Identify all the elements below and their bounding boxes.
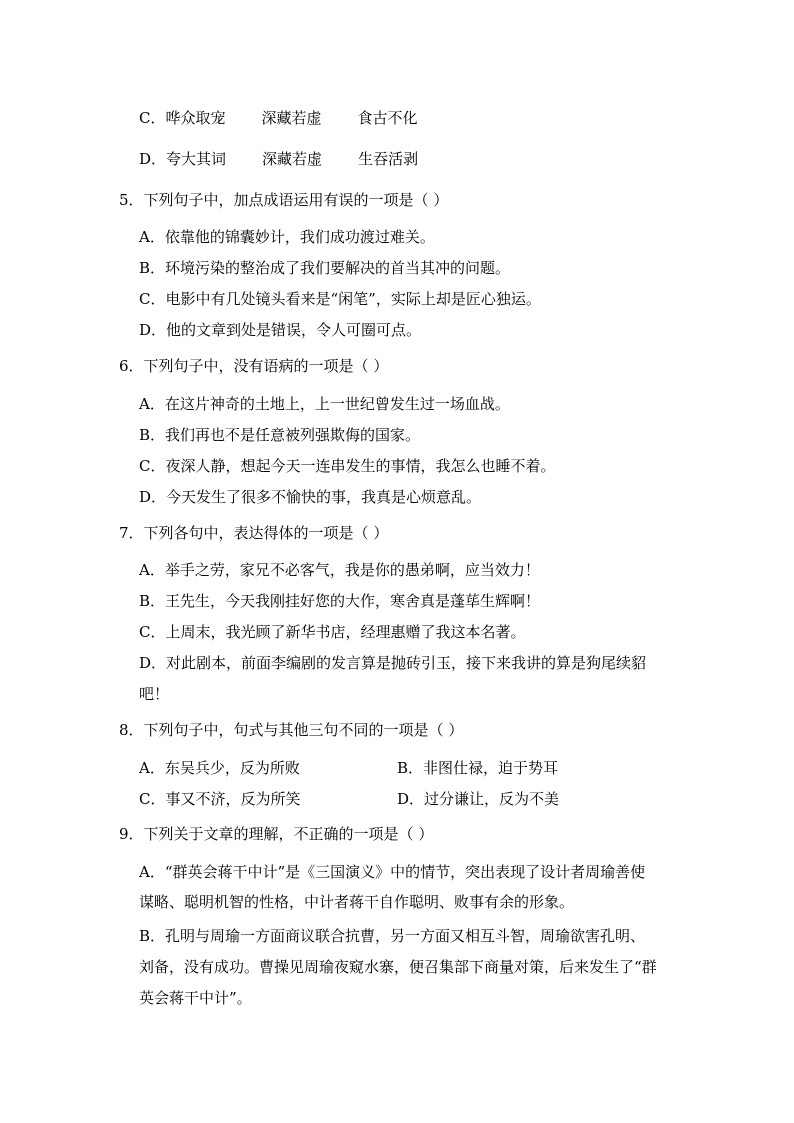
q6-option-a: A．在这片神奇的土地上，上一世纪曾发生过一场血战。 (139, 395, 510, 413)
q9-option-b-line-2: 刘备，没有成功。曹操见周瑜夜窥水寨，便召集部下商量对策，后来发生了“群 (139, 958, 657, 976)
q6-option-b: B．我们再也不是任意被列强欺侮的国家。 (139, 426, 421, 444)
q6-option-c: C．夜深人静，想起今天一连串发生的事情，我怎么也睡不着。 (139, 457, 556, 475)
q5-option-a: A．依靠他的锦囊妙计，我们成功渡过难关。 (139, 228, 435, 246)
q4-option-d-word-2: 深藏若虚 (262, 150, 323, 168)
q9-option-a-line-1: A．“群英会蒋干中计”是《三国演义》中的情节，突出表现了设计者周瑜善使 (139, 863, 646, 881)
q5-stem: 5．下列句子中，加点成语运用有误的一项是（ ） (119, 191, 449, 209)
q9-option-b-line-1: B．孔明与周瑜一方面商议联合抗曹，另一方面又相互斗智，周瑜欲害孔明、 (139, 927, 646, 945)
q7-option-d-line-1: D．对此剧本，前面李编剧的发言算是抛砖引玉，接下来我讲的算是狗尾续貂 (139, 654, 647, 672)
q5-option-d: D．他的文章到处是错误，令人可圈可点。 (139, 321, 422, 339)
q4-option-c-letter: C． (139, 109, 166, 127)
q4-option-d-letter: D． (139, 150, 167, 168)
q4-option-c-word-1: 哗众取宠 (165, 109, 226, 127)
q7-option-a: A．举手之劳，家兄不必客气，我是你的愚弟啊，应当效力！ (139, 561, 540, 579)
q8-option-b: B．非图仕禄，迫于势耳 (397, 759, 559, 777)
q6-option-d: D．今天发生了很多不愉快的事，我真是心烦意乱。 (139, 488, 482, 506)
q4-option-c-word-3: 食古不化 (357, 109, 418, 127)
q5-option-b: B．环境污染的整治成了我们要解决的首当其冲的问题。 (139, 259, 511, 277)
q6-stem: 6．下列句子中，没有语病的一项是（ ） (119, 357, 389, 375)
q8-option-c: C．事又不济，反为所笑 (139, 790, 301, 808)
q7-option-b: B．王先生，今天我刚挂好您的大作，寒舍真是蓬荜生辉啊！ (139, 592, 541, 610)
q4-option-d-word-3: 生吞活剥 (358, 150, 419, 168)
q4-option-c (139, 108, 418, 128)
q9-option-b-line-3: 英会蒋干中计”。 (139, 989, 252, 1007)
q4-option-d (139, 149, 418, 169)
q5-option-c: C．电影中有几处镜头看来是“闲笔”，实际上却是匠心独运。 (139, 290, 541, 308)
q8-stem: 8．下列句子中，句式与其他三句不同的一项是（ ） (119, 721, 464, 739)
q4-option-c-word-2: 深藏若虚 (261, 109, 322, 127)
q7-stem: 7．下列各句中，表达得体的一项是（ ） (119, 524, 389, 542)
q7-option-c: C．上周末，我光顾了新华书店，经理惠赠了我这本名著。 (139, 623, 526, 641)
q8-option-d: D．过分谦让，反为不美 (397, 790, 560, 808)
q7-option-d-line-2: 吧！ (139, 685, 170, 703)
q9-stem: 9．下列关于文章的理解，不正确的一项是（ ） (119, 825, 434, 843)
q4-option-d-word-1: 夸大其词 (166, 150, 227, 168)
q8-option-a: A．东吴兵少，反为所败 (139, 759, 300, 777)
q9-option-a-line-2: 谋略、聪明机智的性格，中计者蒋干自作聪明、败事有余的形象。 (139, 893, 575, 911)
